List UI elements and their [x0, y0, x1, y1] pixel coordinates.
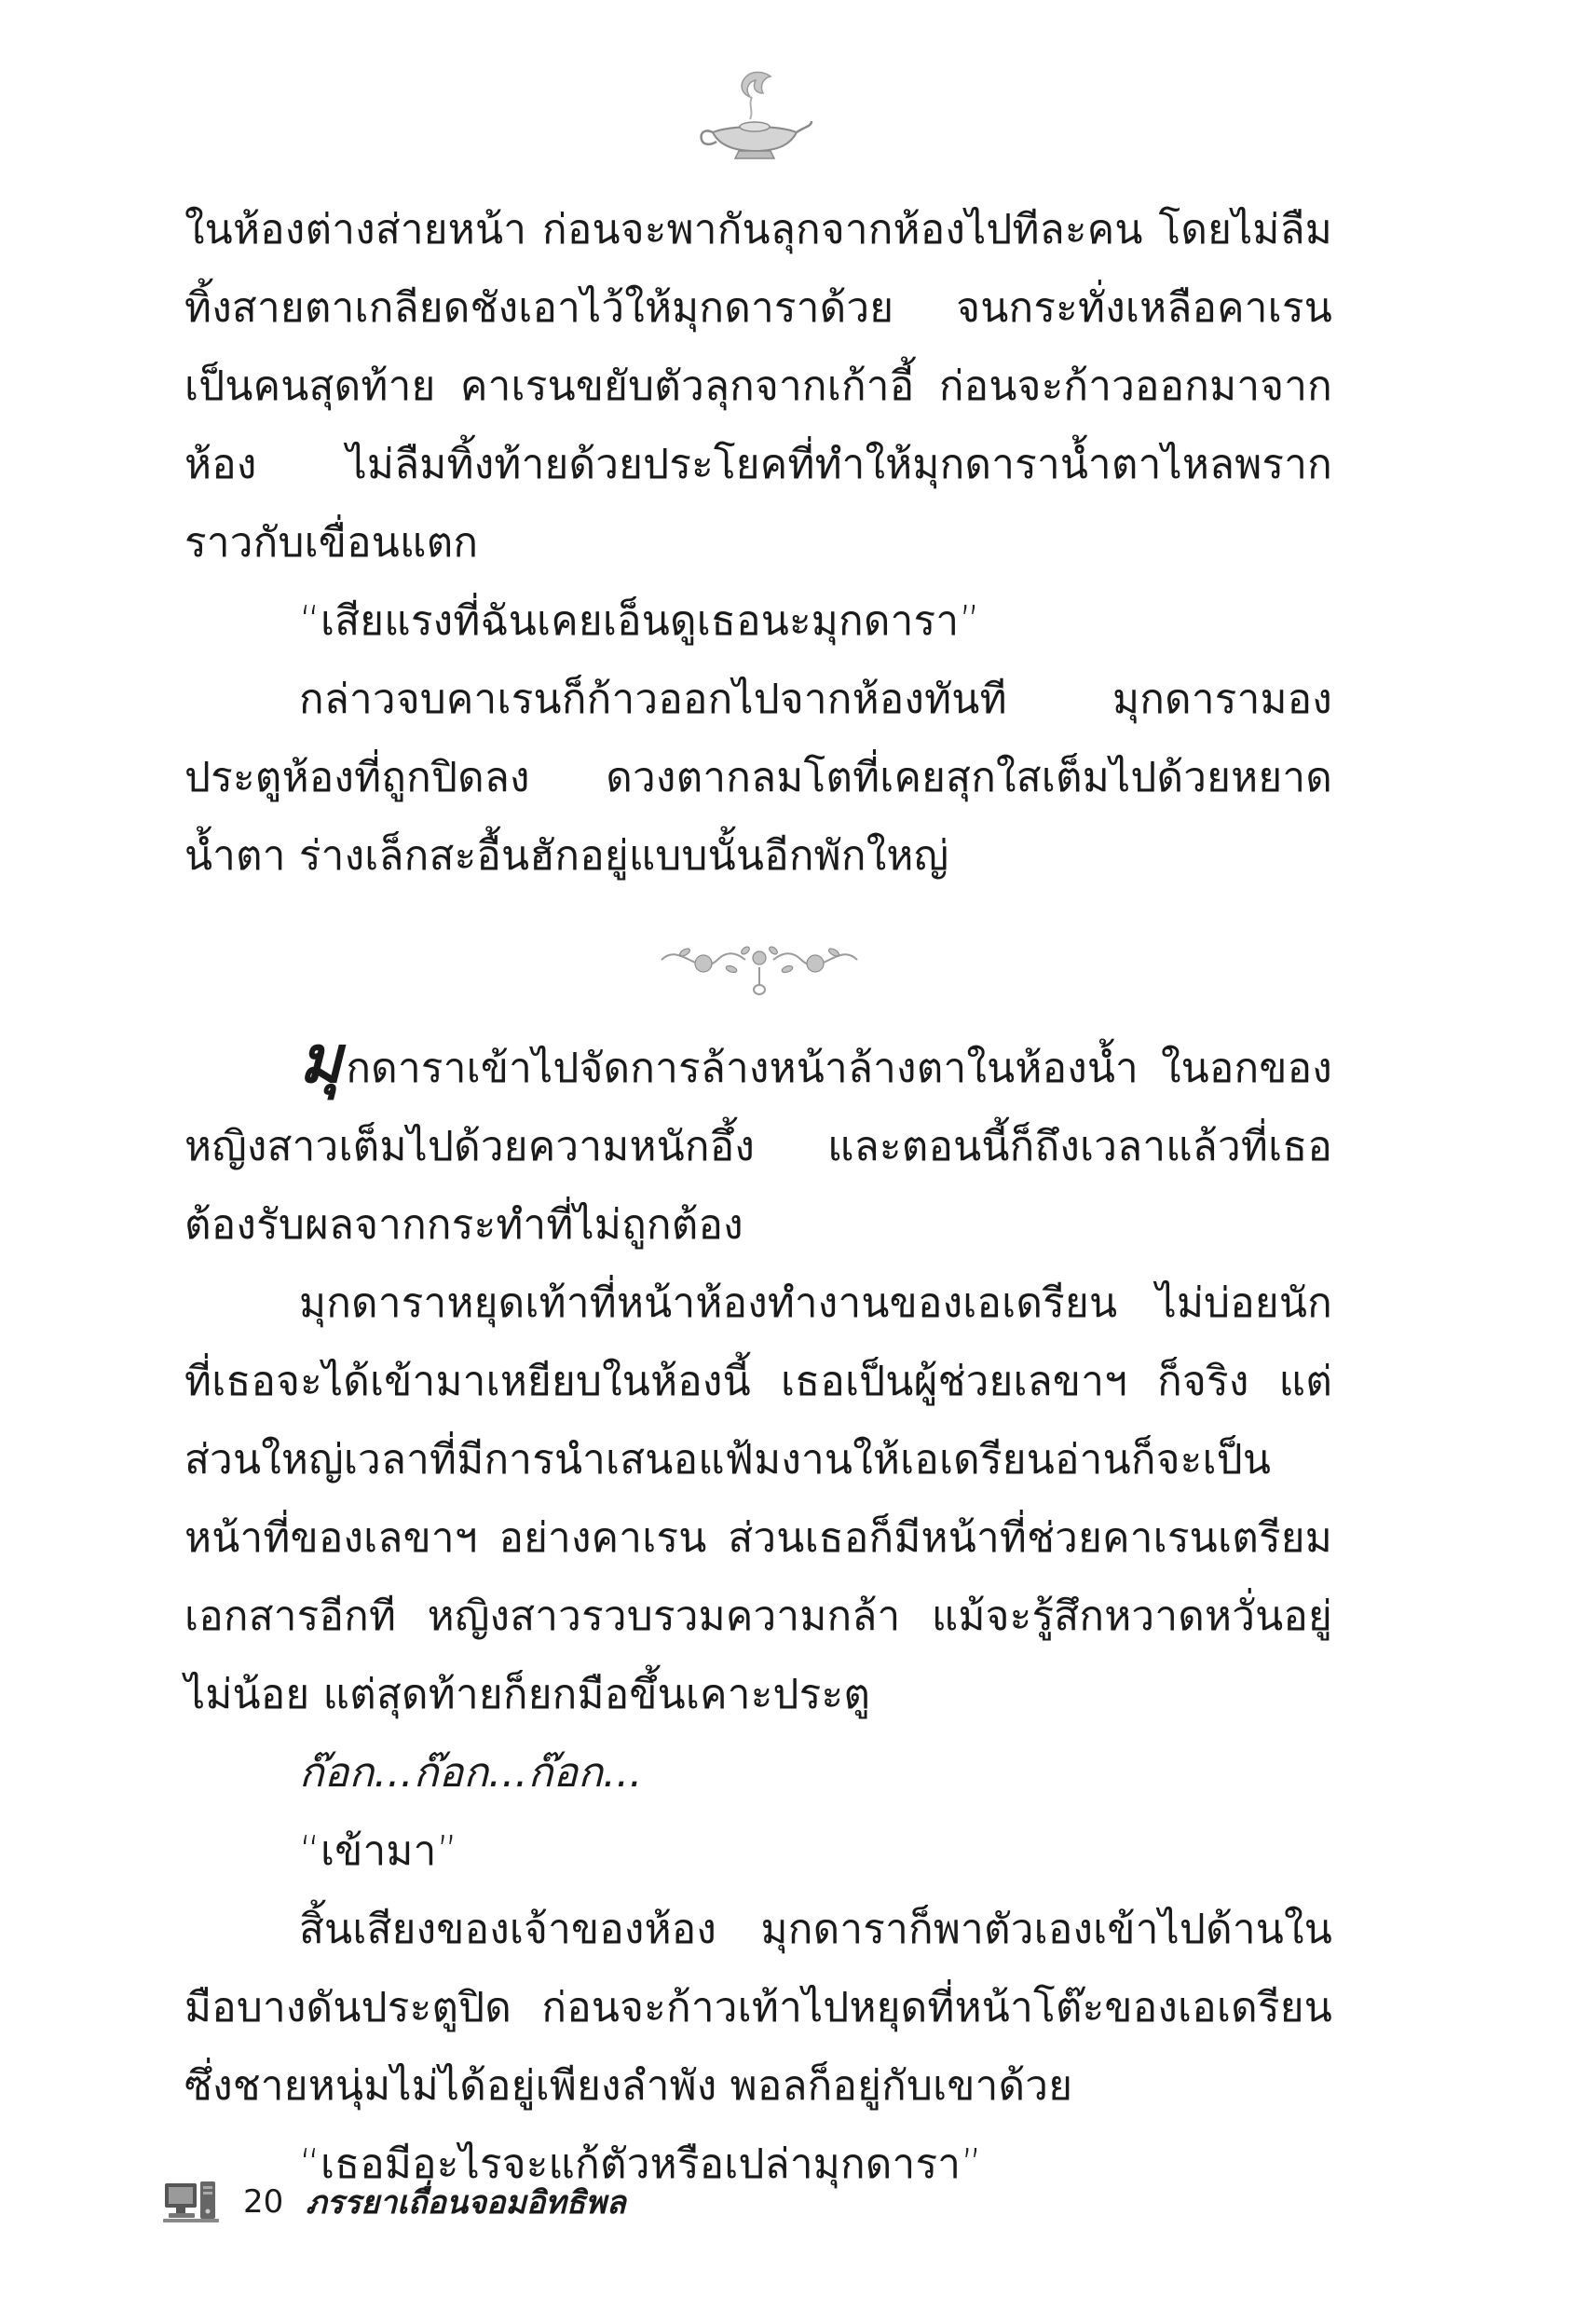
- paragraph: [184, 1021, 1332, 1265]
- page-footer: [163, 2179, 626, 2225]
- magic-lamp-icon: [694, 65, 815, 168]
- paragraph: ในห้องต่างส่ายหน้า ก่อนจะพากันลุกจากห้องไปทีละคน โดยไม่ลืมทิ้งสายตาเกลียดชังเอาไว้ให้มุกดาราด้วย จนกระทั่งเหลือคาเรนเป็นคนสุดท้าย คาเรนขยับตัวลุกจากเก้าอี้ ก่อนจะก้าวออกมาจากห้อง ไม่ลืมทิ้งท้ายด้วยประโยคที่ทำให้มุกดาราน้ำตาไหลพรากราวกับเขื่อนแตก: [184, 206, 1332, 567]
- paragraph: กล่าวจบคาเรนก็ก้าวออกไปจากห้องทันที มุกดารามองประตูห้องที่ถูกปิดลง ดวงตากลมโตที่เคยสุกใสเต็มไปด้วยหยาดน้ำตา ร่างเล็กสะอื้นฮักอยู่แบบนั้นอีกพักใหญ่: [184, 676, 1332, 880]
- dialogue-line: “เข้ามา”: [299, 1827, 458, 1875]
- section-one: [184, 191, 1332, 896]
- page-number: 20: [243, 2183, 284, 2221]
- floral-divider-icon: [652, 932, 866, 997]
- dialogue-line: “เสียแรงที่ฉันเคยเอ็นดูเธอนะมุกดารา”: [299, 597, 981, 645]
- paragraph: มุกดาราหยุดเท้าที่หน้าห้องทำงานของเอเดรียน ไม่บ่อยนักที่เธอจะได้เข้ามาเหยียบในห้องนี้ เธอเป็นผู้ช่วยเลขาฯ ก็จริง แต่ส่วนใหญ่เวลาที่มีการนำเสนอแฟ้มงานให้เอเดรียนอ่านก็จะเป็นหน้าที่ของเลขาฯ อย่างคาเรน ส่วนเธอก็มีหน้าที่ช่วยคาเรนเตรียมเอกสารอีกที หญิงสาวรวบรวมความกล้า แม้จะรู้สึกหวาดหวั่นอยู่ไม่น้อย แต่สุดท้ายก็ยกมือขึ้นเคาะประตู: [184, 1279, 1332, 1718]
- computer-icon: [163, 2180, 221, 2224]
- book-title: ภรรยาเถื่อนจอมอิทธิพล: [306, 2184, 626, 2222]
- paragraph: สิ้นเสียงของเจ้าของห้อง มุกดาราก็พาตัวเองเข้าไปด้านในมือบางดันประตูปิด ก่อนจะก้าวเท้าไปหยุดที่หน้าโต๊ะของเอเดรียนซึ่งชายหนุ่มไม่ได้อยู่เพียงลำพัง พอลก็อยู่กับเขาด้วย: [184, 1906, 1332, 2110]
- paragraph-text: กดาราเข้าไปจัดการล้างหน้าล้างตาในห้องน้ำ ในอกของหญิงสาวเต็มไปด้วยความหนักอึ้ง และตอนนี้ก็ถึงเวลาแล้วที่เธอต้องรับผลจากกระทำที่ไม่ถูกต้อง: [184, 1045, 1332, 1249]
- section-two: [184, 1021, 1332, 2204]
- drop-cap: มุ: [299, 1021, 343, 1098]
- dialogue-line: “เธอมีอะไรจะแก้ตัวหรือเปล่ามุกดารา”: [299, 2140, 983, 2188]
- knock-sound: ก๊อก...ก๊อก...ก๊อก...: [299, 1749, 643, 1797]
